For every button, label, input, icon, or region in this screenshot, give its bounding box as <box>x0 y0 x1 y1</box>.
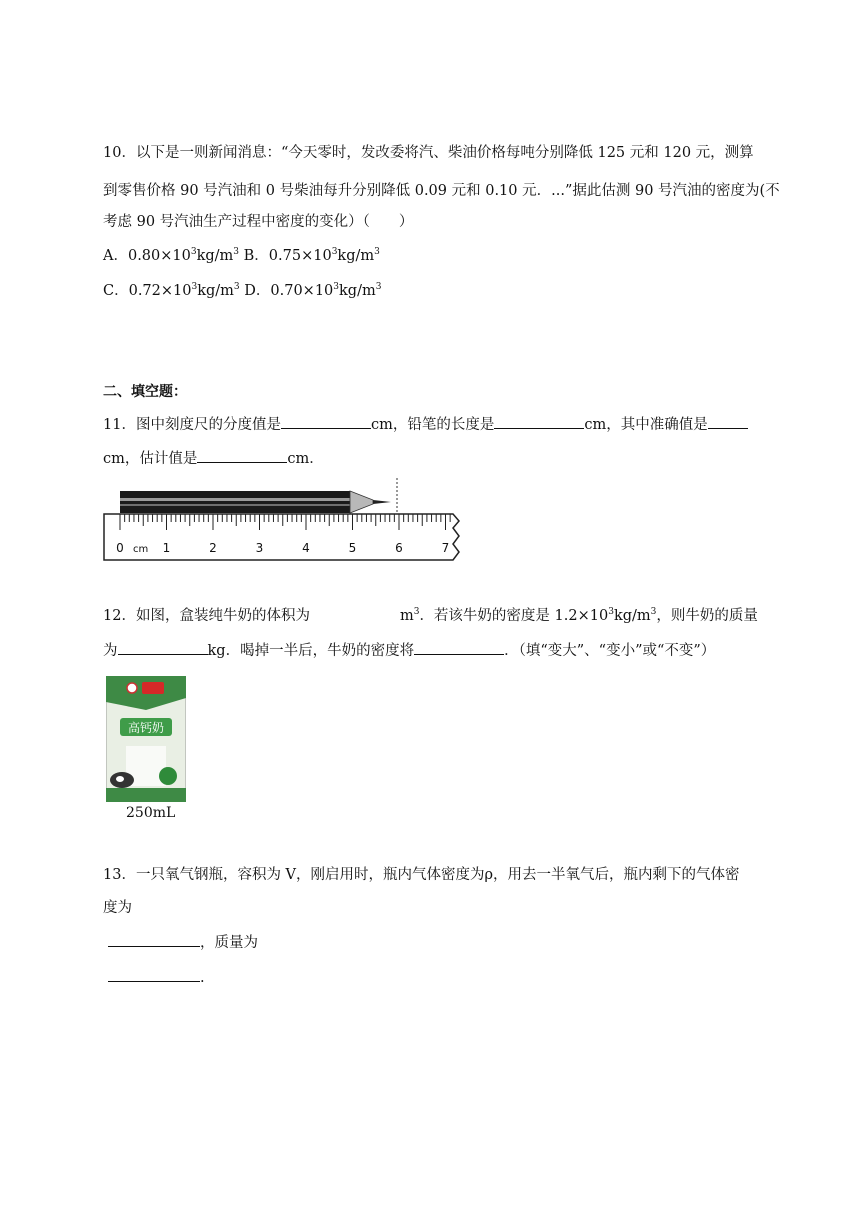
brand-logo-icon <box>127 683 137 693</box>
pencil-wood-tip <box>350 491 373 513</box>
q13-line1: 13．一只氧气钢瓶，容积为 V，刚启用时，瓶内气体密度为ρ，用去一半氧气后，瓶内剩下的气体密 <box>103 867 740 883</box>
q12-text-4: kg/m <box>613 608 651 624</box>
milk-box-figure <box>106 676 186 802</box>
q11-line1 <box>103 414 748 435</box>
q11-blank-estimate[interactable] <box>197 448 287 463</box>
q12-text-1: 12．如图，盒装纯牛奶的体积为 <box>103 608 310 624</box>
ruler-unit-label: cm <box>133 544 149 555</box>
ruler-tick-label: 2 <box>209 541 217 555</box>
q11-text-2: cm，铅笔的长度是 <box>370 417 495 433</box>
pencil-stripe-bottom <box>120 504 350 506</box>
q13-blank-density[interactable] <box>108 932 200 947</box>
q10-option-d: D．0.70×10 <box>239 283 334 299</box>
q11-text-1: 11．图中刻度尺的分度值是 <box>103 417 281 433</box>
q10-option-c-exp: 3 <box>191 282 198 292</box>
q11-text-4: cm，估计值是 <box>103 451 198 467</box>
pencil-stripe-top <box>120 498 350 501</box>
q10-option-b-unit: kg/m <box>337 248 375 264</box>
q12-text-7: kg．喝掉一半后，牛奶的密度将 <box>207 643 415 659</box>
q12-text-3: ．若该牛奶的密度是 1.2×10 <box>419 608 609 624</box>
milk-box-bottom-band <box>106 788 186 802</box>
q10-option-b-unit-exp: 3 <box>374 247 380 257</box>
pencil-lead-tip <box>373 500 391 504</box>
q10-line3: 考虑 90 号汽油生产过程中密度的变化）（ ） <box>103 214 414 230</box>
q10-option-c-unit-exp: 3 <box>233 282 240 292</box>
q11-text-5: cm． <box>287 451 324 467</box>
milk-label-text: 高钙奶 <box>127 721 165 735</box>
q10-option-d-unit: kg/m <box>339 283 376 299</box>
ruler-tick-label: 7 <box>441 541 450 555</box>
ruler-tick-label: 4 <box>302 541 310 555</box>
q10-options-cd <box>103 281 381 301</box>
pencil-body <box>120 491 350 513</box>
q12-blank-mass[interactable] <box>118 640 208 655</box>
q11-blank-length[interactable] <box>494 414 584 429</box>
q11-blank-division[interactable] <box>281 414 371 429</box>
q10-option-d-unit-exp: 3 <box>375 282 382 292</box>
q10-line2: 到零售价格 90 号汽油和 0 号柴油每升分别降低 0.09 元和 0.10 元．...”据此估测 90 号汽油的密度为(不 <box>103 183 780 199</box>
ruler-tick-label: 6 <box>395 541 403 555</box>
q10-line1: 10．以下是一则新闻消息：“今天零时，发改委将汽、柴油价格每吨分别降低 125 元和 120 元，测算 <box>103 145 754 161</box>
q10-option-d-exp: 3 <box>333 282 340 292</box>
q10-option-a: A．0.80×10 <box>103 248 191 264</box>
green-seal-icon <box>159 767 177 785</box>
q12-text-6: 为 <box>103 643 118 659</box>
q10-options-ab <box>103 246 380 266</box>
ruler-tick-label: 3 <box>255 541 264 555</box>
q10-option-b-exp: 3 <box>331 247 338 257</box>
ruler-tick-label: 5 <box>348 541 357 555</box>
ruler-tick-label: 1 <box>162 541 171 555</box>
q12-text-4-exp: 3 <box>650 607 657 617</box>
q11-blank-accurate[interactable] <box>708 414 748 429</box>
q10-option-a-unit: kg/m <box>196 248 234 264</box>
ruler-tick-label: 0 <box>116 541 124 555</box>
q12-text-3-exp: 3 <box>608 607 614 617</box>
q13-text-end: . <box>200 970 205 986</box>
q13-line3 <box>108 932 258 953</box>
q12-line2 <box>103 640 715 661</box>
q10-option-b: B．0.75×10 <box>239 248 332 264</box>
brand-badge-icon <box>142 682 164 694</box>
q12-text-8: ．（填“变大”、“变小”或“不变”） <box>504 643 716 659</box>
q11-text-3: cm，其中准确值是 <box>584 417 708 433</box>
ruler-pencil-figure <box>103 474 463 564</box>
q12-text-2-exp: 3 <box>413 607 420 617</box>
q10-option-c: C．0.72×10 <box>103 283 192 299</box>
cow-spot <box>116 776 124 782</box>
q12-line1 <box>103 606 758 626</box>
q12-text-5: ，则牛奶的质量 <box>656 608 758 624</box>
q13-line2: 度为 <box>103 900 132 916</box>
q13-text-mass: ，质量为 <box>200 935 258 951</box>
q12-text-2: m <box>399 608 414 624</box>
q12-blank-density-change[interactable] <box>414 640 504 655</box>
q10-option-a-unit-exp: 3 <box>233 247 240 257</box>
q13-blank-mass[interactable] <box>108 967 200 982</box>
section-heading: 二、填空题： <box>103 384 187 400</box>
milk-volume-caption: 250mL <box>126 805 176 821</box>
q10-option-a-exp: 3 <box>190 247 197 257</box>
q13-line4 <box>108 967 205 988</box>
q11-line2 <box>103 448 324 469</box>
q10-option-c-unit: kg/m <box>197 283 234 299</box>
